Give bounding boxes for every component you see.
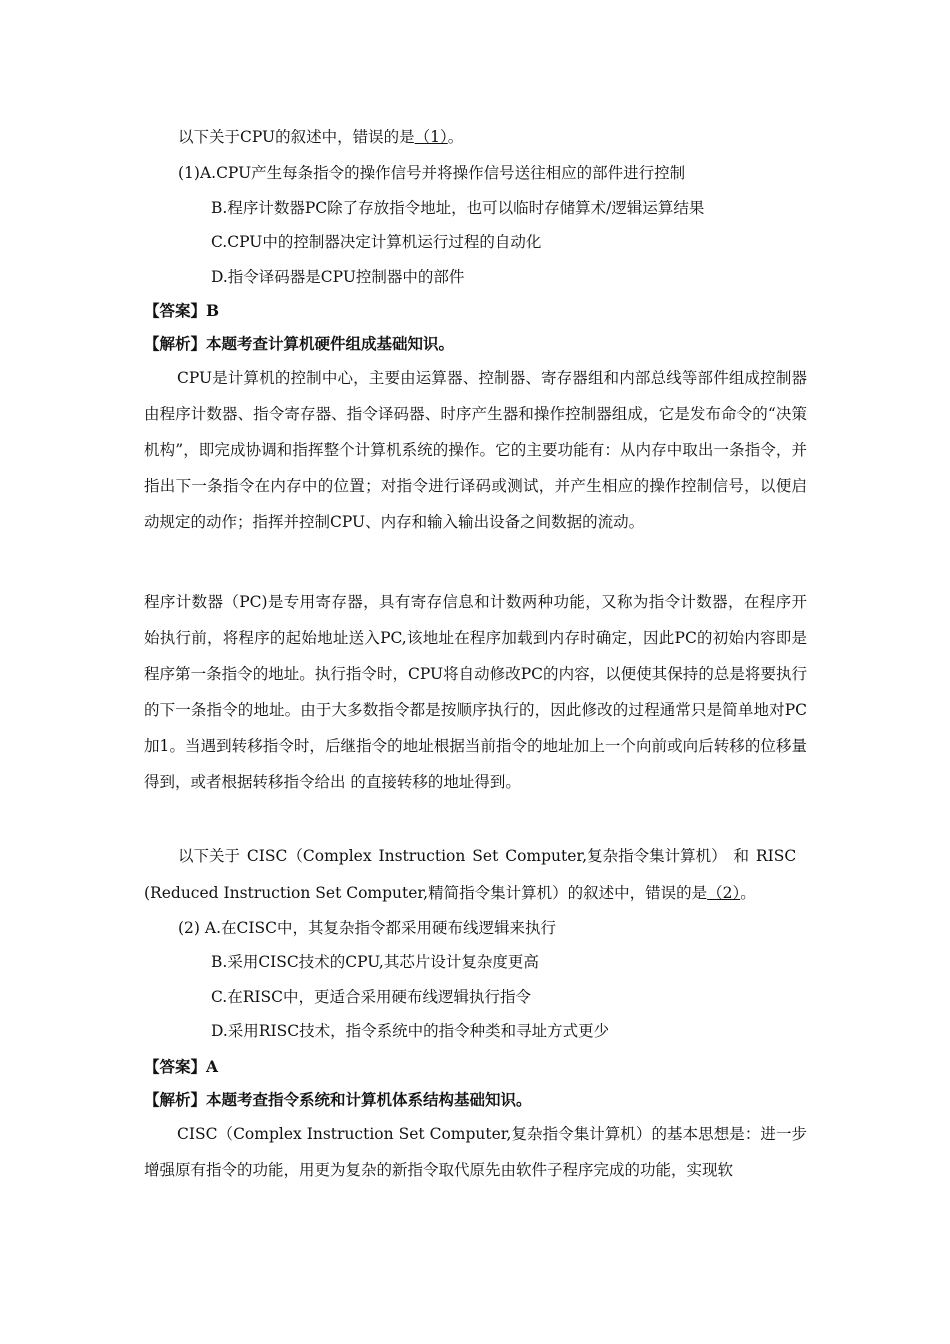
q1-analysis-title: 【解析】本题考查计算机硬件组成基础知识。 <box>144 334 455 353</box>
q2-analysis-title: 【解析】本题考查指令系统和计算机体系结构基础知识。 <box>144 1090 532 1109</box>
q1-option-c: C.CPU中的控制器决定计算机运行过程的自动化 <box>211 233 542 251</box>
q2-analysis-paragraph-1: CISC（Complex Instruction Set Computer,复杂指令集计算机）的基本思想是：进一步增强原有指令的功能，用更为复杂的新指令取代原先由软件子程序完成的功能，实现软 <box>144 1125 807 1179</box>
q1-option-a: (1)A.CPU产生每条指令的操作信号并将操作信号送往相应的部件进行控制 <box>178 164 686 182</box>
q2-stem-blank: （2） <box>707 884 741 902</box>
q2-answer: 【答案】A <box>144 1057 219 1076</box>
q2-option-b: B.采用CISC技术的CPU,其芯片设计复杂度更高 <box>211 953 539 971</box>
q2-option-c: C.在RISC中，更适合采用硬布线逻辑执行指令 <box>211 988 532 1006</box>
q1-stem-prefix: 以下关于CPU的叙述中，错误的是 <box>178 128 415 146</box>
q1-analysis-paragraph-2: 程序计数器（PC)是专用寄存器，具有寄存信息和计数两种功能，又称为指令计数器，在程序开始执行前，将程序的起始地址送入PC,该地址在程序加载到内存时确定，因此PC的初始内容即是程序第一条指令的地址。执行指令时，CPU将自动修改PC的内容，以便使其保持的总是将要执行的下一条指令的地址。由于大多数指令都是按顺序执行的，因此修改的过程通常只是简单地对PC加1。当遇到转移指令时，后继指令的地址根据当前指令的地址加上一个向前或向后转移的位移量得到，或者根据转移指令给出 的直接转移的地址得到。 <box>144 593 807 791</box>
q1-option-b: B.程序计数器PC除了存放指令地址，也可以临时存储算术/逻辑运算结果 <box>211 199 705 217</box>
q2-option-d: D.采用RISC技术，指令系统中的指令种类和寻址方式更少 <box>211 1022 610 1040</box>
q1-stem-blank: （1） <box>414 128 448 146</box>
q2-option-a: (2) A.在CISC中，其复杂指令都采用硬布线逻辑来执行 <box>178 919 556 937</box>
q2-stem-line-1: 以下关于 CISC（Complex Instruction Set Computer,复杂指令集计算机） 和 RISC <box>178 847 797 865</box>
q1-stem <box>178 127 463 147</box>
q2-stem-line-2 <box>144 883 756 903</box>
q1-answer: 【答案】B <box>144 301 220 320</box>
q1-analysis-paragraph-1: CPU是计算机的控制中心，主要由运算器、控制器、寄存器组和内部总线等部件组成控制器由程序计数器、指令寄存器、指令译码器、时序产生器和操作控制器组成，它是发布命令的“决策机构”，即完成协调和指挥整个计算机系统的操作。它的主要功能有：从内存中取出一条指令，并指出下一条指令在内存中的位置；对指令进行译码或测试，并产生相应的操作控制信号，以便启动规定的动作；指挥并控制CPU、内存和输入输出设备之间数据的流动。 <box>144 369 807 531</box>
q1-option-d: D.指令译码器是CPU控制器中的部件 <box>211 268 465 286</box>
q2-stem-prefix: (Reduced Instruction Set Computer,精简指令集计算机）的叙述中，错误的是 <box>144 884 708 902</box>
q2-stem-suffix: 。 <box>740 884 756 902</box>
q1-stem-suffix: 。 <box>447 128 464 146</box>
